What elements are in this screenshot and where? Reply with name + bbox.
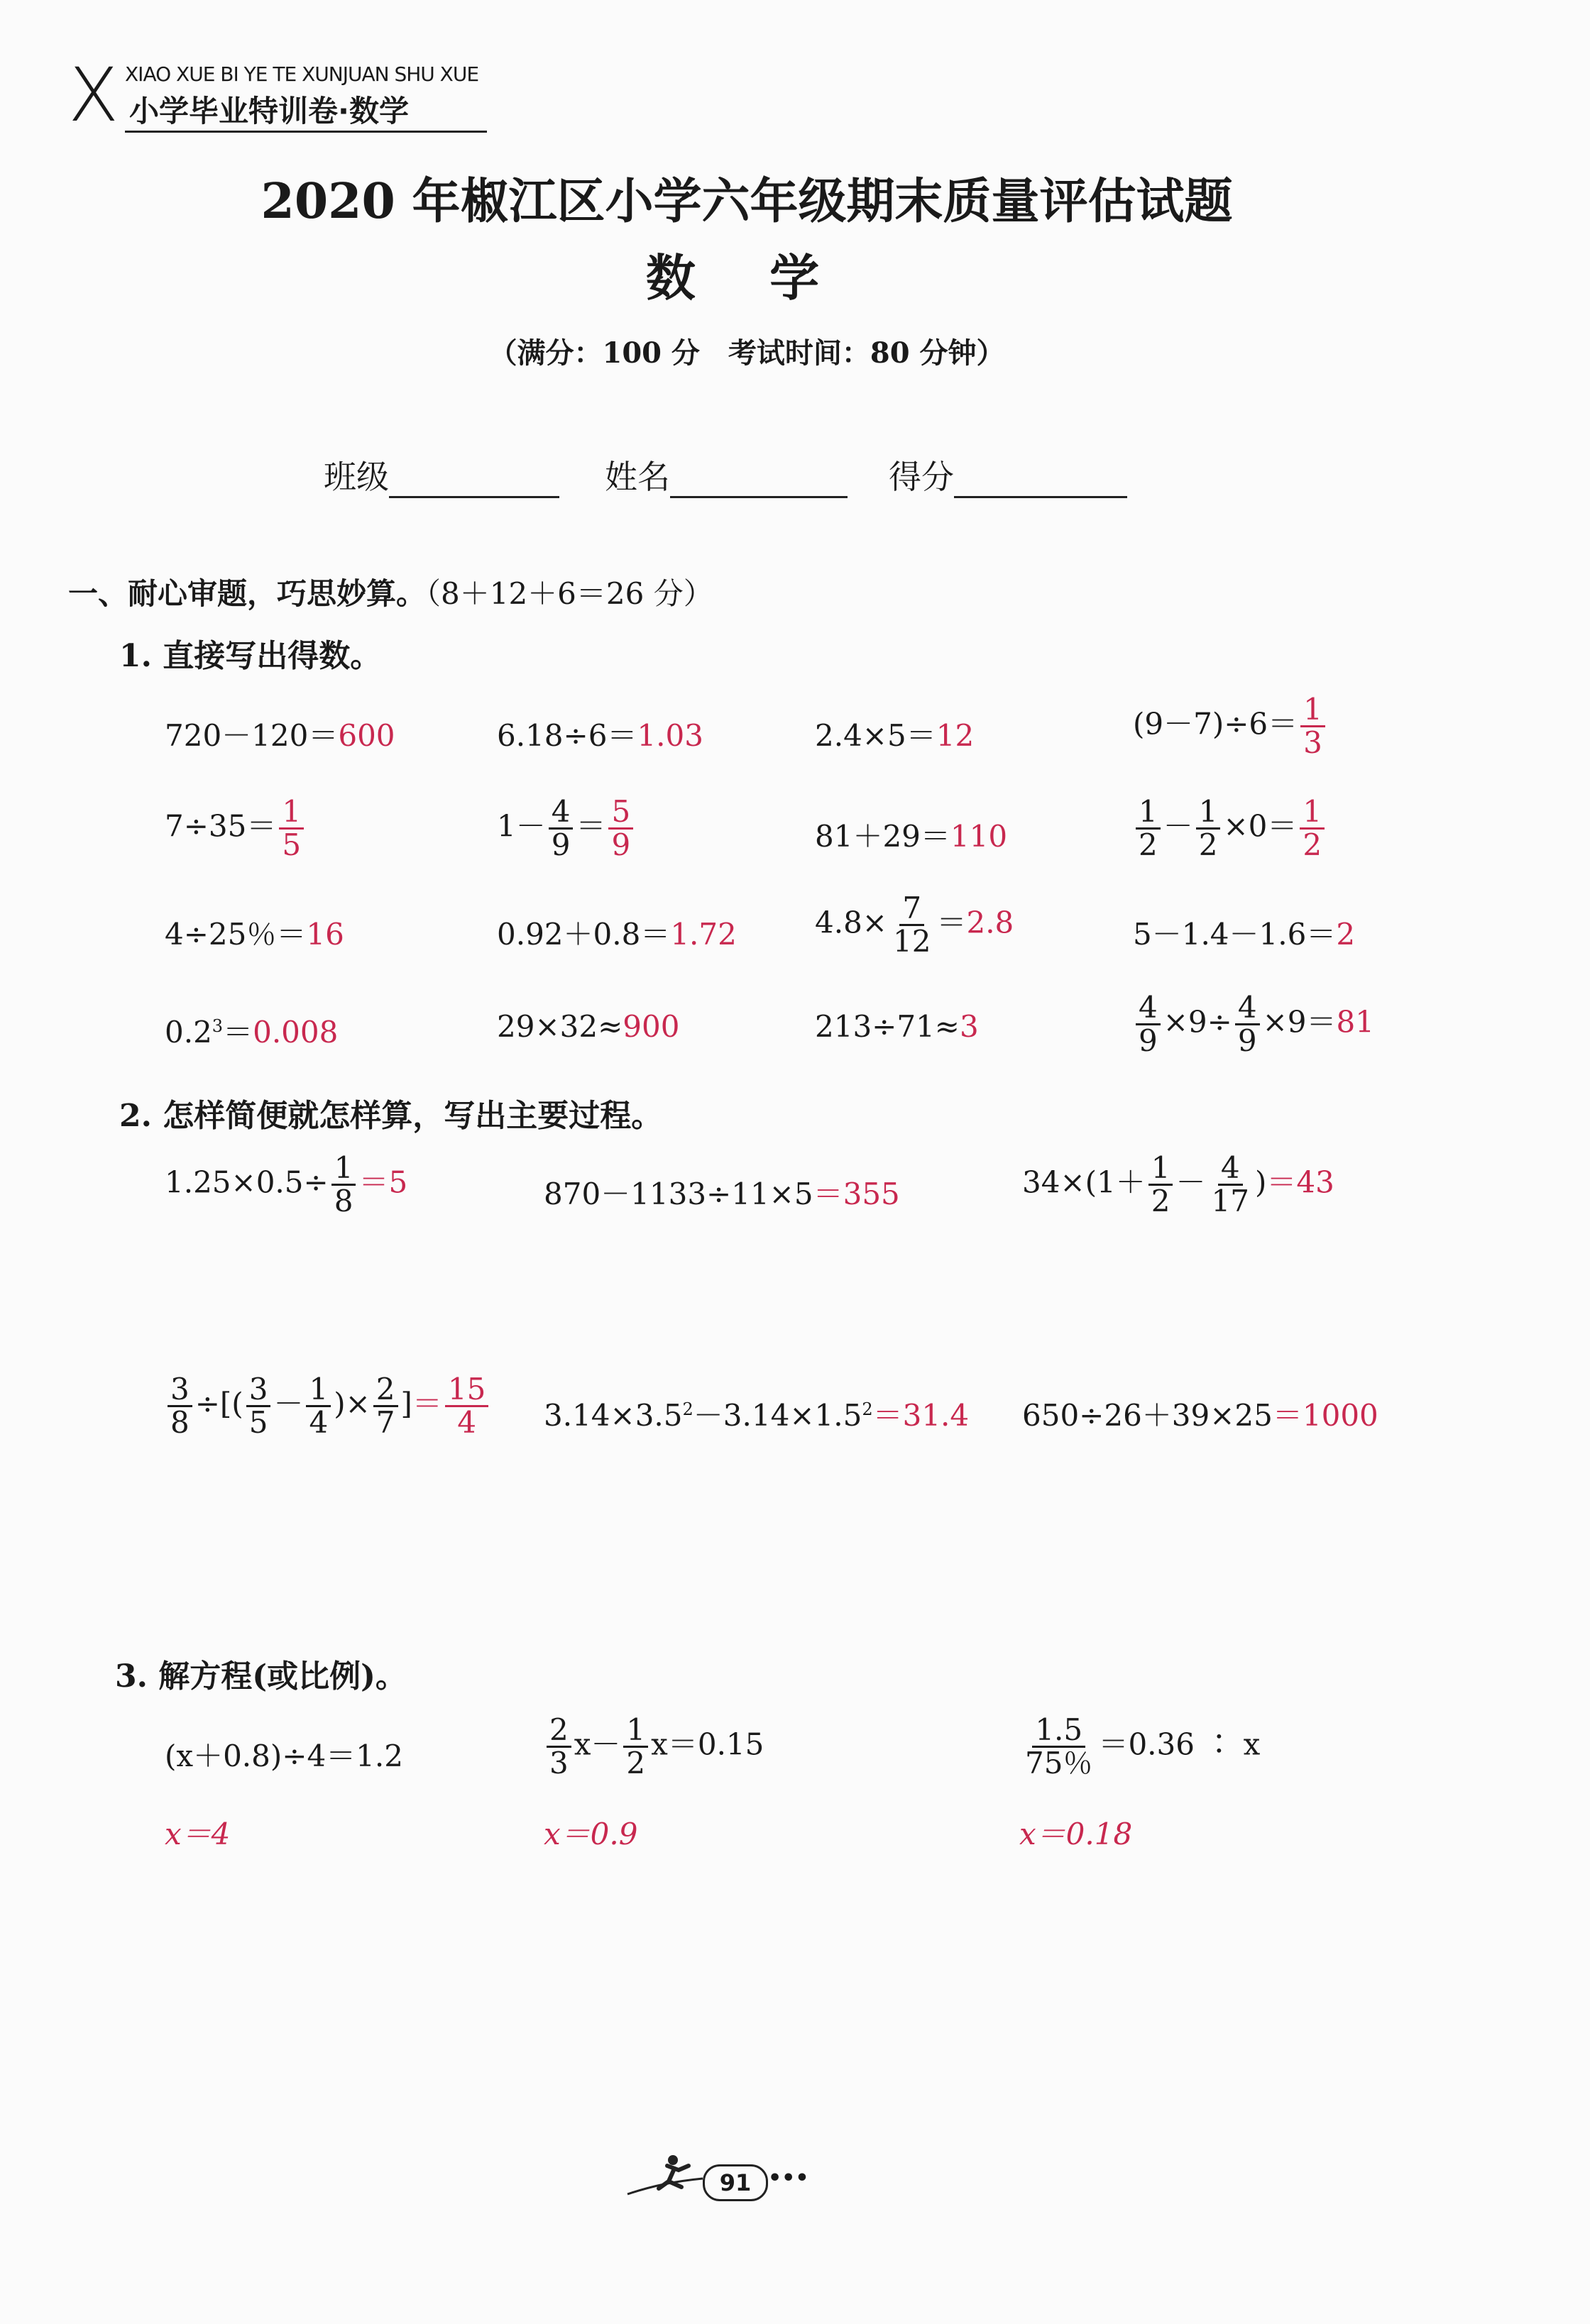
calc-item: 29×32≈900: [497, 1009, 680, 1044]
series-letter-logo: X: [68, 52, 119, 138]
question-number: 3.: [115, 1658, 148, 1695]
calc-item: (9－7)÷6＝ $\frac{1}{3}$: [1133, 694, 1328, 759]
exam-meta: （满分：100 分 考试时间：80 分钟）: [488, 336, 1005, 370]
calc-item: 720－120＝600: [165, 718, 395, 753]
calc-item: 5－1.4－1.6＝2: [1133, 917, 1356, 952]
class-blank[interactable]: [389, 465, 559, 498]
answer: 81: [1336, 1004, 1374, 1040]
question-3: [115, 1651, 407, 1696]
calc-item: 4÷25％＝16: [165, 917, 344, 952]
simplify-item: 650÷26＋39×25＝1000: [1022, 1398, 1378, 1433]
section-points: （8＋12＋6＝26 分）: [426, 576, 713, 611]
question-prompt: 直接写出得数。: [163, 638, 382, 674]
equation-answer: x＝4: [165, 1817, 231, 1851]
header-rule: [125, 131, 487, 133]
answer: 16: [306, 917, 344, 952]
answer: 600: [338, 718, 395, 753]
answer: ＝31.4: [872, 1398, 970, 1433]
calc-item: 6.18÷6＝1.03: [497, 718, 703, 753]
calc-item: $\frac{4}{9}$ ×9÷ $\frac{4}{9}$ ×9＝81: [1133, 992, 1374, 1057]
question-1: [119, 630, 381, 676]
section-title: 一、耐心审题，巧思妙算。: [68, 576, 427, 611]
page-dots: •••: [768, 2166, 809, 2191]
simplify-item: $\frac{3}{8}$ ÷[( $\frac{3}{5}$ － $\frac{1}{4}$ )× $\frac{2}{7}$ ]＝ $\frac{15}{4}$: [165, 1374, 491, 1438]
section-heading: [68, 571, 713, 613]
equation-answer: x＝0.9: [544, 1817, 638, 1851]
question-number: 2.: [119, 1098, 152, 1134]
exam-title: 2020 年椒江区小学六年级期末质量评估试题: [261, 173, 1233, 230]
calc-item: 7÷35＝ $\frac{1}{5}$: [165, 796, 307, 861]
equation-answer: x＝0.18: [1019, 1817, 1133, 1851]
answer: ＝355: [813, 1177, 900, 1211]
score-label: 得分: [889, 458, 954, 496]
simplify-item: 1.25×0.5÷ $\frac{1}{8}$ ＝5: [165, 1150, 408, 1219]
simplify-item: 870－1133÷11×5＝355: [544, 1177, 900, 1211]
calc-item: 1－ $\frac{4}{9}$ ＝ $\frac{5}{9}$: [497, 796, 636, 861]
answer-fraction: $\frac{1}{5}$: [279, 796, 304, 861]
answer: 1.72: [670, 917, 737, 952]
answer-fraction: $\frac{1}{3}$: [1300, 694, 1325, 759]
name-field[interactable]: [605, 451, 848, 498]
series-title: 小学毕业特训卷·数学: [129, 94, 409, 128]
answer: 0.008: [253, 1015, 339, 1050]
answer-fraction: $\frac{15}{4}$: [445, 1374, 488, 1438]
score-field[interactable]: [889, 451, 1127, 498]
answer-fraction: $\frac{1}{2}$: [1300, 796, 1325, 861]
page-number: 91: [703, 2164, 768, 2201]
answer: 1.03: [637, 718, 703, 753]
answer-fraction: $\frac{5}{9}$: [608, 796, 633, 861]
equation-item: $\frac{1.5}{75\%}$ ＝0.36 ∶ x: [1025, 1712, 1261, 1781]
answer: ＝1000: [1272, 1398, 1378, 1433]
question-2: [119, 1090, 662, 1135]
calc-item: 4.8× $\frac{7}{12}$ ＝2.8: [815, 891, 1014, 959]
question-prompt: 怎样简便就怎样算，写出主要过程。: [163, 1098, 663, 1134]
name-blank[interactable]: [670, 465, 848, 498]
equation-item: $\frac{2}{3}$ x－ $\frac{1}{2}$ x＝0.15: [544, 1714, 764, 1779]
answer: 2: [1336, 917, 1356, 952]
answer: 110: [950, 819, 1008, 854]
calc-item: 0.92＋0.8＝1.72: [497, 917, 737, 952]
answer: 2.8: [966, 905, 1014, 940]
simplify-item: $3.14\times 3.5^2-3.14\times 1.5^2=31.4$: [544, 1398, 970, 1433]
answer: ＝43: [1266, 1164, 1334, 1200]
calc-item: 2.4×5＝12: [815, 718, 975, 753]
calc-item: 81＋29＝110: [815, 819, 1008, 854]
answer: 900: [623, 1009, 680, 1044]
answer: 3: [960, 1009, 979, 1044]
name-label: 姓名: [605, 458, 670, 496]
series-pinyin: XIAO XUE BI YE TE XUNJUAN SHU XUE: [125, 62, 479, 86]
class-label: 班级: [324, 458, 389, 496]
calc-item: $\frac{1}{2}$ － $\frac{1}{2}$ ×0＝ $\frac{1}{2}$: [1133, 796, 1327, 861]
score-blank[interactable]: [954, 465, 1127, 498]
equation-item: (x＋0.8)÷4＝1.2: [165, 1739, 403, 1773]
question-number: 1.: [119, 638, 152, 674]
answer: ＝5: [358, 1164, 408, 1200]
calc-item: 213÷71≈3: [815, 1009, 979, 1044]
answer: 12: [936, 718, 975, 753]
class-field[interactable]: [324, 451, 559, 498]
simplify-item: 34×(1＋ $\frac{1}{2}$ － $\frac{4}{17}$ )＝43: [1022, 1150, 1334, 1219]
exam-subject: 数 学: [645, 248, 848, 307]
question-prompt: 解方程(或比例)。: [158, 1658, 407, 1695]
calc-item: $0.2^3=0.008$: [165, 1015, 339, 1050]
